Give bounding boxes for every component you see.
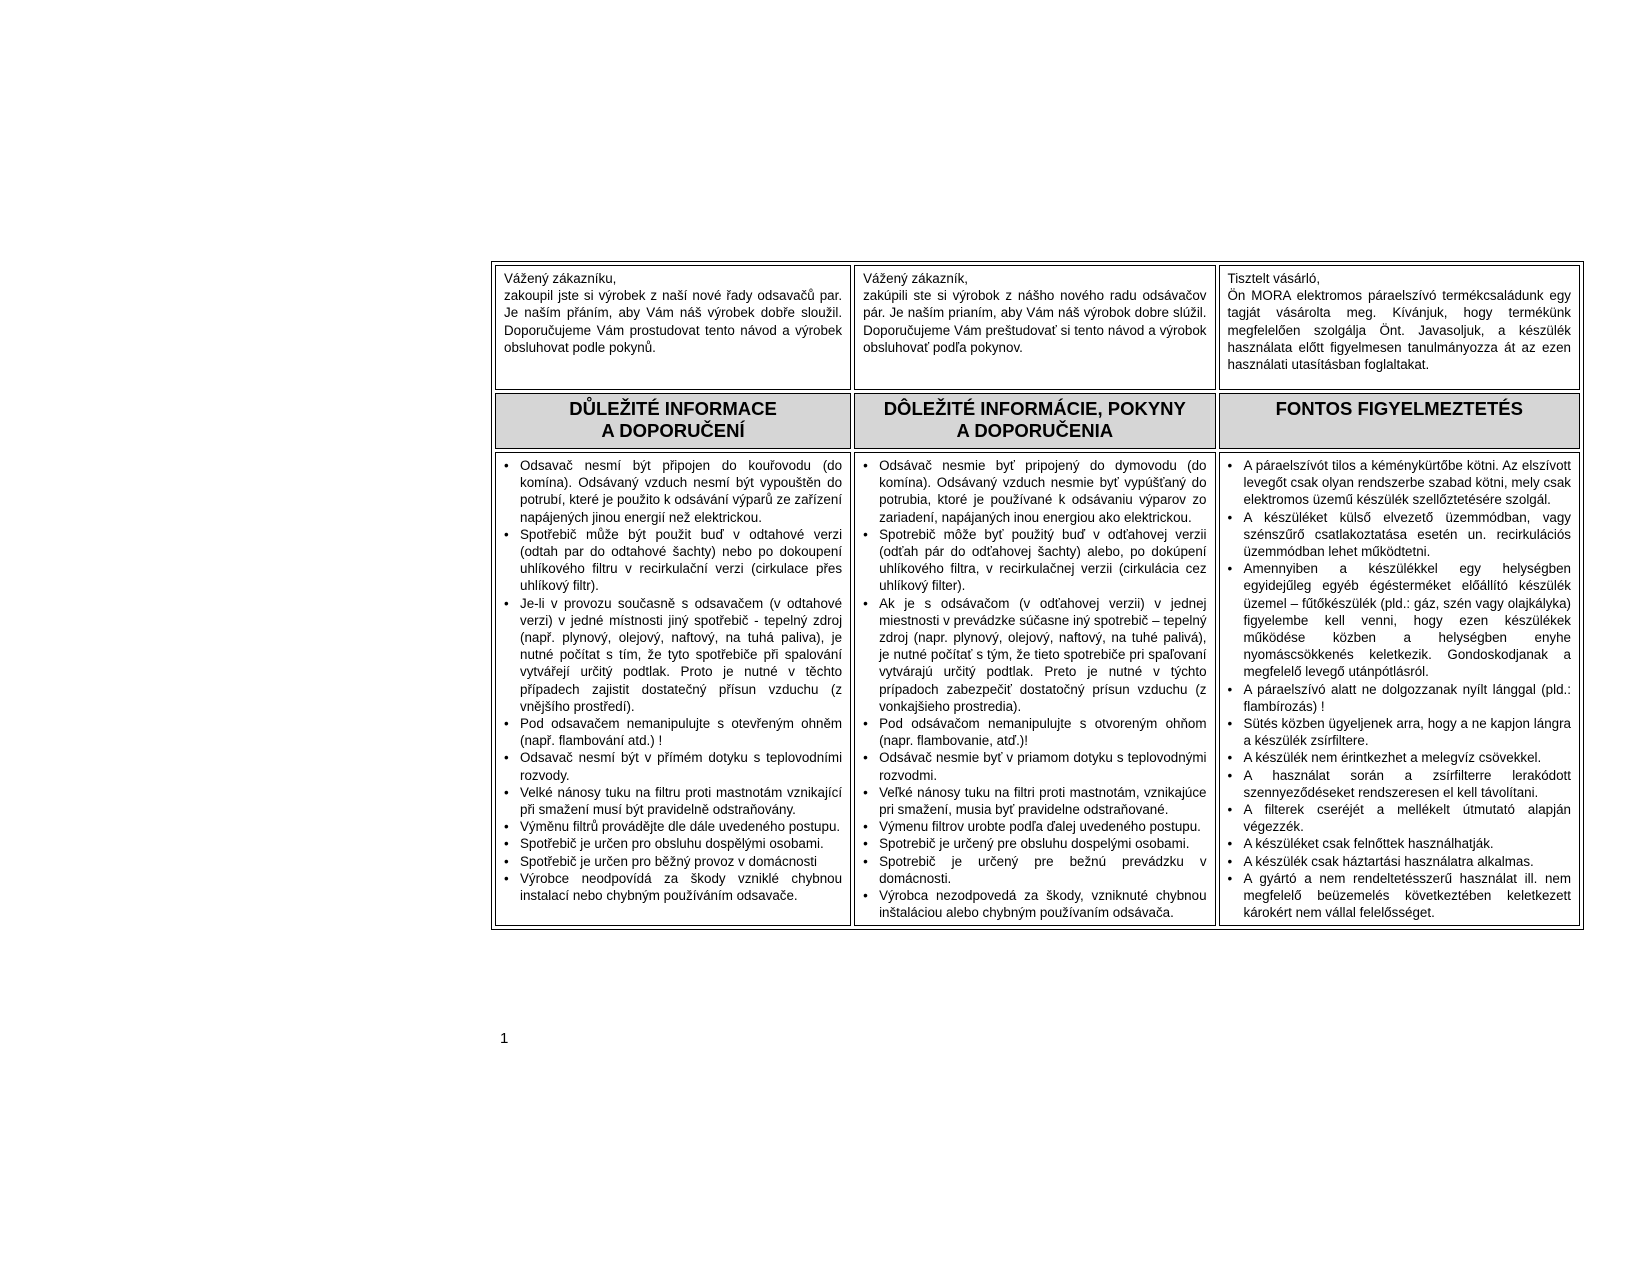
greeting-salutation: Tisztelt vásárló, [1227,271,1321,286]
greeting-salutation: Vážený zákazníku, [504,271,617,286]
list-item: • Spotrebič môže byť použitý buď v odťahovej verzii (odťah pár do odťahovej šachty) alebo, po dokúpení uhlíkového filtra, v recirkulačnej verzii (cirkulácia cez uhlíkový filter). [861,526,1206,595]
section-heading: DŮLEŽITÉ INFORMACE [569,398,777,419]
section-heading: A DOPORUČENIA [956,420,1114,441]
list-item: • Pod odsavačem nemanipulujte s otevřeným ohněm (např. flambování atd.) ! [502,715,842,749]
list-item: • Velké nánosy tuku na filtru proti mastnotám vznikající při smažení musí být pravidelně odstraňovány. [502,784,842,818]
list-item: • Odsavač nesmí být připojen do kouřovodu (do komína). Odsávaný vzduch nesmí být vypouštěn do potrubí, které je použito k odsávání výparů ze zařízení napájených jinou energií než elektrickou. [502,457,842,526]
page-number: 1 [500,1030,509,1047]
list-item: • Je-li v provozu současně s odsavačem (v odtahové verzi) v jedné místnosti jiný spotřebič - tepelný zdroj (např. plynový, olejový, naftový, na tuhá paliva), je nutné počítat s tím, že tyto spotřebiče při spalování vytvářejí určitý podtlak. Proto je nutné v těchto případech zajistit dostatečný přísun vzduchu (z vnějšího prostředí). [502,595,842,715]
list-item: • Výměnu filtrů provádějte dle dále uvedeného postupu. [502,818,842,835]
list-item: • A páraelszívó alatt ne dolgozzanak nyílt lánggal (pld.: flambírozás) ! [1226,681,1571,715]
section-heading: FONTOS FIGYELMEZTETÉS [1275,398,1523,419]
list-item: • Odsávač nesmie byť v priamom dotyku s teplovodnými rozvodmi. [861,749,1206,783]
instructions-cell-hu [1219,452,1580,926]
list-item: • Ak je s odsávačom (v odťahovej verzii) v jednej miestnosti v prevádzke súčasne iný spotrebič – tepelný zdroj (napr. plynový, olejový, naftový, na tuhé palivá), je nutné počítať s tým, že tieto spotrebiče pri spaľovaní vytvárajú určitý podtlak. Preto je nutné v týchto prípadoch zabezpečiť dostatočný prísun vzduchu (z vonkajšieho prostredia). [861,595,1206,715]
instructions-cell-cs [495,452,851,926]
list-item: • A használat során a zsírfilterre lerakódott szennyeződéseket rendszeresen el kell távolítani. [1226,767,1571,801]
greeting-salutation: Vážený zákazník, [863,271,969,286]
greeting-cell-cs [495,265,851,390]
list-item: • Spotrebič je určený pre obsluhu dospelými osobami. [861,835,1206,852]
list-item: • Spotřebič je určen pro obsluhu dospělými osobami. [502,835,842,852]
instruction-list [1226,457,1571,921]
list-item: • Výrobca nezodpovedá za škody, vzniknuté chybnou inštaláciou alebo chybným používaním odsávača. [861,887,1206,921]
list-item: • Sütés közben ügyeljenek arra, hogy a ne kapjon lángra a készülék zsírfiltere. [1226,715,1571,749]
list-item: • A készülék nem érintkezhet a melegvíz csövekkel. [1226,749,1571,766]
instruction-list [861,457,1206,921]
heading-cell-cs [495,393,851,449]
list-item: • Spotřebič může být použit buď v odtahové verzi (odtah par do odtahové šachty) nebo po dokoupení uhlíkového filtru v recirkulační verzi (cirkulace přes uhlíkový filtr). [502,526,842,595]
greeting-cell-hu [1219,265,1580,390]
list-item: • Výmenu filtrov urobte podľa ďalej uvedeného postupu. [861,818,1206,835]
list-item: • Amennyiben a készülékkel egy helységben egyidejűleg egyéb égésterméket előállító készülék üzemel – fűtőkészülék (pld.: gáz, szén vagy olajkályka) figyelembe kell venni, hogy ezen készülékek működése közben a helységben enyhe nyomáscsökkenés keletkezik. Gondoskodjanak a megfelelő levegő utánpótlásról. [1226,560,1571,680]
list-item: • Veľké nánosy tuku na filtri proti mastnotám, vznikajúce pri smažení, musia byť pravidelne odstraňované. [861,784,1206,818]
greeting-row [495,265,1580,390]
list-item: • A filterek cseréjét a mellékelt útmutató alapján végezzék. [1226,801,1571,835]
list-item: • A készüléket csak felnőttek használhatják. [1226,835,1571,852]
list-item: • A készülék csak háztartási használatra alkalmas. [1226,853,1571,870]
list-item: • A páraelszívót tilos a kéménykürtőbe kötni. Az elszívott levegőt csak olyan rendszerbe szabad kötni, mely csak elektromos üzemű készülék szellőztetésére szolgál. [1226,457,1571,509]
list-item: • Odsavač nesmí být v přímém dotyku s teplovodními rozvody. [502,749,842,783]
section-heading: A DOPORUČENÍ [601,420,745,441]
list-item: • Odsávač nesmie byť pripojený do dymovodu (do komína). Odsávaný vzduch nesmie byť vypúšťaný do potrubia, ktoré je používané k odsávaniu výparov zo zariadení, napájaných inou energiou ako elektrickou. [861,457,1206,526]
heading-cell-sk [854,393,1215,449]
instruction-list [502,457,842,904]
list-item: • A gyártó a nem rendeltetésszerű használat ill. nem megfelelő beüzemelés következtében keletkezett károkért nem vállal felelősséget. [1226,870,1571,922]
list-item: • Výrobce neodpovídá za škody vzniklé chybnou instalací nebo chybným používáním odsavače. [502,870,842,904]
greeting-text: zakúpili ste si výrobok z nášho nového radu odsávačov pár. Je naším prianím, aby Vám náš výrobok dobre slúžil. Doporučujeme Vám preštudovať si tento návod a výrobok obsluhovať podľa pokynov. [863,288,1207,355]
heading-cell-hu [1219,393,1580,449]
list-item: • A készüléket külső elvezető üzemmódban, vagy szénszűrő csatlakoztatása esetén un. recirkulációs üzemmódban lehet működtetni. [1226,509,1571,561]
content-row [495,452,1580,926]
list-item: • Spotrebič je určený pre bežnú prevádzku v domácnosti. [861,853,1206,887]
greeting-cell-sk [854,265,1215,390]
manual-table [491,261,1584,930]
list-item: • Spotřebič je určen pro běžný provoz v domácnosti [502,853,842,870]
heading-row [495,393,1580,449]
greeting-text: Ön MORA elektromos páraelszívó termékcsaládunk egy tagját vásárolta meg. Kívánjuk, hogy termékünk megfelelően szolgálja Önt. Javasoljuk, a készülék használata előtt figyelmesen tanulmányozza át az ezen használati utasításban foglaltakat. [1227,288,1571,373]
section-heading: DÔLEŽITÉ INFORMÁCIE, POKYNY [883,398,1186,419]
greeting-text: zakoupil jste si výrobek z naší nové řady odsavačů par. Je naším přáním, aby Vám náš výrobek dobře sloužil. Doporučujeme Vám prostudovat tento návod a výrobek obsluhovat podle pokynů. [504,288,843,355]
list-item: • Pod odsávačom nemanipulujte s otvoreným ohňom (napr. flambovanie, atď.)! [861,715,1206,749]
instructions-cell-sk [854,452,1215,926]
